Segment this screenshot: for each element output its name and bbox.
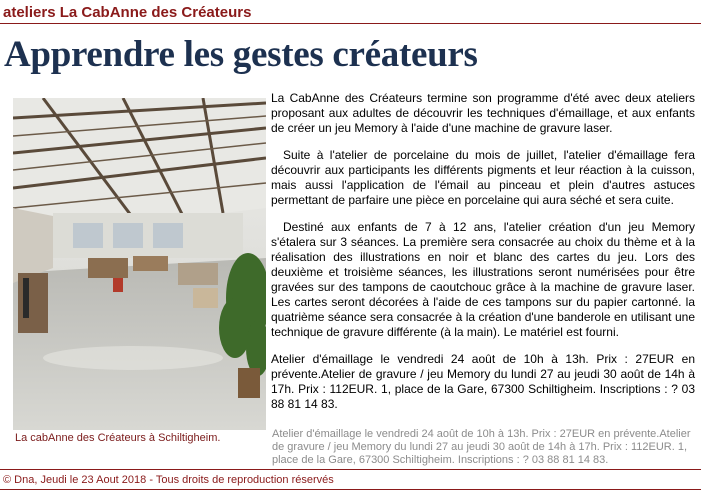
article-paragraph: Destiné aux enfants de 7 à 12 ans, l'atelier création d'un jeu Memory s'étalera sur 3 séances. La première sera consacrée au choix du thème et à la réalisation des illustrations en noir et blanc des cartes du jeu. Lors des deuxième et troisième séances, les illustrations seront numérisées pour être gravées sur des tampons de caoutchouc grâce à la machine de gravure laser. Les cartes seront décorées à l'aide de ces tampons sur du papier cartonné. la quatrième séance sera consacrée à la création d'une banderole en utilisant une technique de gravure différente (à la main). Le matériel est fourni.: [271, 220, 695, 339]
article-body: [271, 91, 695, 412]
article-paragraph: Suite à l'atelier de porcelaine du mois de juillet, l'atelier d'émaillage fera découvrir aux participants les différents pigments et leur réaction à la cuisson, mais aussi l'application de l'émail au pinceau et plein d'autres astuces permettant de parfaire une pièce en porcelaine qui aura séché et sera cuite.: [271, 148, 695, 207]
article-lead: La CabAnne des Créateurs termine son programme d'été avec deux ateliers proposant aux adultes de découvrir les techniques d'émaillage, et aux enfants de créer un jeu Memory à l'aide d'une machine de gravure laser.: [271, 91, 695, 135]
article-photo: [13, 98, 266, 430]
article-info-summary: Atelier d'émaillage le vendredi 24 août de 10h à 13h. Prix : 27EUR en prévente.Atelier de gravure / jeu Memory du lundi 27 au jeudi 30 août de 14h à 17h. Prix : 112EUR. 1, place de la Gare, 67300 Schiltigheim. Inscriptions : ? 03 88 81 14 83.: [272, 428, 691, 466]
article-title: Apprendre les gestes créateurs: [4, 34, 478, 75]
footer-copyright: © Dna, Jeudi le 23 Aout 2018 - Tous droits de reproduction réservés: [3, 474, 334, 486]
section-divider: [0, 23, 701, 24]
section-label: ateliers La CabAnne des Créateurs: [3, 4, 252, 21]
article-practical-info: Atelier d'émaillage le vendredi 24 août de 10h à 13h. Prix : 27EUR en prévente.Atelier de gravure / jeu Memory du lundi 27 au jeudi 30 août de 14h à 17h. Prix : 112EUR. 1, place de la Gare, 67300 Schiltigheim. Inscriptions : ? 03 88 81 14 83.: [271, 352, 695, 411]
footer-divider-bottom: [0, 489, 701, 490]
section-header: [0, 0, 701, 30]
photo-caption: La cabAnne des Créateurs à Schiltigheim.: [15, 432, 221, 444]
footer-divider-top: [0, 469, 701, 470]
